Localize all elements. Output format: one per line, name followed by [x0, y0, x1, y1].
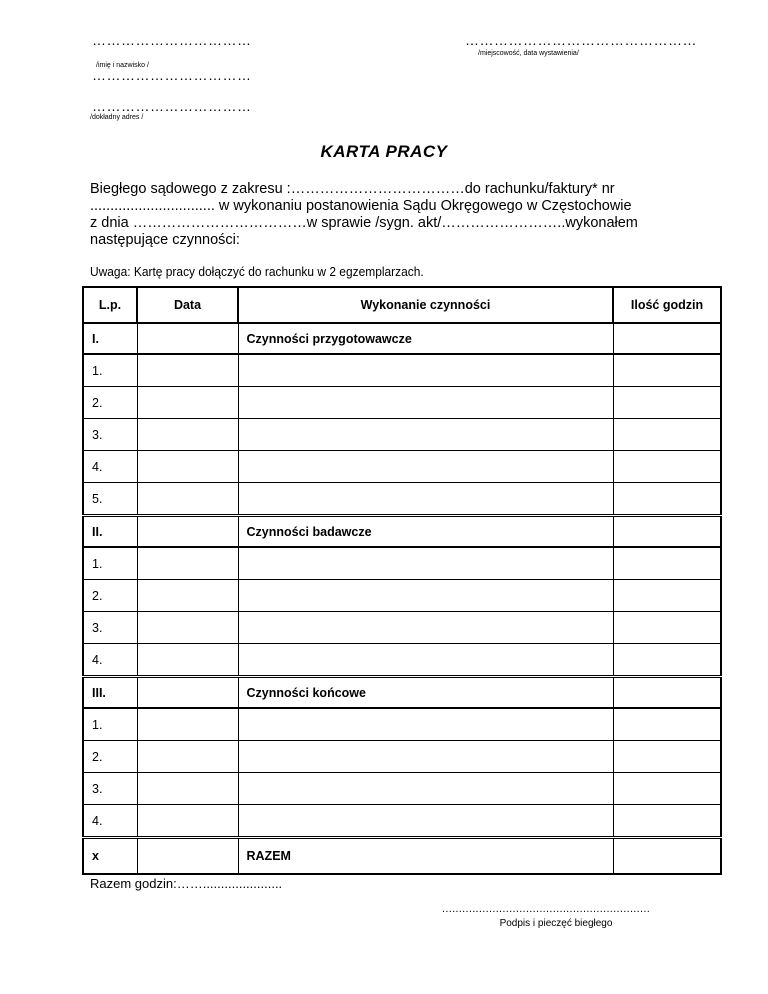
- hours-cell[interactable]: [613, 612, 721, 644]
- activity-cell[interactable]: [238, 644, 613, 677]
- table-row: [83, 580, 721, 612]
- header-activity: Wykonanie czynności: [238, 287, 613, 323]
- hours-cell[interactable]: [613, 677, 721, 709]
- row-number: 3.: [83, 773, 137, 805]
- hours-cell[interactable]: [613, 516, 721, 548]
- note-text: Uwaga: Kartę pracy dołączyć do rachunku w 2 egzemplarzach.: [90, 264, 424, 279]
- date-cell[interactable]: [137, 741, 238, 773]
- activity-cell[interactable]: [238, 387, 613, 419]
- date-cell[interactable]: [137, 323, 238, 354]
- table-row: [83, 612, 721, 644]
- row-number: 1.: [83, 547, 137, 580]
- date-cell[interactable]: [137, 387, 238, 419]
- header-lp: L.p.: [83, 287, 137, 323]
- row-number: 3.: [83, 419, 137, 451]
- section-row-final: [83, 677, 721, 709]
- table-row: [83, 387, 721, 419]
- section-row-preparatory: [83, 323, 721, 354]
- hours-cell[interactable]: [613, 580, 721, 612]
- table-row: [83, 644, 721, 677]
- hours-cell[interactable]: [613, 708, 721, 741]
- section-label: Czynności przygotowawcze: [238, 323, 613, 354]
- date-cell[interactable]: [137, 451, 238, 483]
- date-cell[interactable]: [137, 516, 238, 548]
- activity-cell[interactable]: [238, 773, 613, 805]
- row-number: 1.: [83, 354, 137, 387]
- table-row: [83, 773, 721, 805]
- hours-cell[interactable]: [613, 387, 721, 419]
- intro-line-1: Biegłego sądowego z zakresu :………………………………do rachunku/faktury* nr: [90, 181, 615, 197]
- name-line: ……………………………: [92, 32, 252, 48]
- table-row: [83, 741, 721, 773]
- row-number: 4.: [83, 805, 137, 838]
- place-date-line: …………………………………………: [465, 32, 697, 48]
- date-cell[interactable]: [137, 483, 238, 516]
- row-number: 4.: [83, 451, 137, 483]
- hours-cell[interactable]: [613, 741, 721, 773]
- place-date-label: /miejscowość, data wystawienia/: [478, 50, 579, 57]
- hours-cell[interactable]: [613, 354, 721, 387]
- total-hours-cell[interactable]: [613, 838, 721, 875]
- total-label: RAZEM: [238, 838, 613, 875]
- total-marker: x: [83, 838, 137, 875]
- date-cell[interactable]: [137, 419, 238, 451]
- table-row: [83, 483, 721, 516]
- intro-line-4: następujące czynności:: [90, 232, 240, 248]
- date-cell[interactable]: [137, 580, 238, 612]
- activity-cell[interactable]: [238, 580, 613, 612]
- row-number: 2.: [83, 741, 137, 773]
- total-hours-summary: Razem godzin:……......................: [90, 876, 283, 891]
- header-hours: Ilość godzin: [613, 287, 721, 323]
- row-number: 4.: [83, 644, 137, 677]
- date-cell[interactable]: [137, 354, 238, 387]
- address-line-1: ……………………………: [92, 67, 252, 83]
- row-number: 1.: [83, 708, 137, 741]
- activity-cell[interactable]: [238, 354, 613, 387]
- section-label: Czynności badawcze: [238, 516, 613, 548]
- activity-cell[interactable]: [238, 483, 613, 516]
- intro-paragraph: [90, 181, 690, 249]
- hours-cell[interactable]: [613, 323, 721, 354]
- address-label: /dokładny adres /: [90, 114, 144, 121]
- date-cell[interactable]: [137, 547, 238, 580]
- name-label: /imię i nazwisko /: [96, 62, 149, 69]
- table-row: [83, 708, 721, 741]
- table-row: [83, 419, 721, 451]
- row-number: 2.: [83, 387, 137, 419]
- intro-line-2: ............................... w wykonaniu postanowienia Sądu Okręgowego w Częstochowie: [90, 198, 632, 214]
- activity-cell[interactable]: [238, 708, 613, 741]
- date-cell: [137, 838, 238, 875]
- activity-cell[interactable]: [238, 451, 613, 483]
- hours-cell[interactable]: [613, 483, 721, 516]
- section-number: II.: [83, 516, 137, 548]
- date-cell[interactable]: [137, 805, 238, 838]
- date-cell[interactable]: [137, 708, 238, 741]
- date-cell[interactable]: [137, 612, 238, 644]
- hours-cell[interactable]: [613, 644, 721, 677]
- section-number: III.: [83, 677, 137, 709]
- row-number: 2.: [83, 580, 137, 612]
- section-label: Czynności końcowe: [238, 677, 613, 709]
- hours-cell[interactable]: [613, 451, 721, 483]
- header-date: Data: [137, 287, 238, 323]
- table-row: [83, 547, 721, 580]
- section-number: I.: [83, 323, 137, 354]
- hours-cell[interactable]: [613, 805, 721, 838]
- activity-cell[interactable]: [238, 547, 613, 580]
- activity-cell[interactable]: [238, 612, 613, 644]
- signature-label: Podpis i pieczęć biegłego: [499, 918, 613, 929]
- activity-cell[interactable]: [238, 741, 613, 773]
- table-row: [83, 805, 721, 838]
- table-row: [83, 354, 721, 387]
- table-header-row: [83, 287, 721, 323]
- activity-cell[interactable]: [238, 805, 613, 838]
- date-cell[interactable]: [137, 644, 238, 677]
- table-row: [83, 451, 721, 483]
- hours-cell[interactable]: [613, 419, 721, 451]
- date-cell[interactable]: [137, 773, 238, 805]
- address-line-2: ……………………………: [92, 98, 252, 114]
- date-cell[interactable]: [137, 677, 238, 709]
- work-table: [82, 286, 722, 875]
- section-row-research: [83, 516, 721, 548]
- row-number: 3.: [83, 612, 137, 644]
- intro-line-3: z dnia ………………………………w sprawie /sygn. akt/……………………..wykonałem: [90, 215, 638, 231]
- total-row: [83, 838, 721, 875]
- activity-cell[interactable]: [238, 419, 613, 451]
- hours-cell[interactable]: [613, 547, 721, 580]
- signature-line: ..............................................................: [442, 903, 651, 915]
- page-title: KARTA PRACY: [320, 142, 448, 161]
- hours-cell[interactable]: [613, 773, 721, 805]
- row-number: 5.: [83, 483, 137, 516]
